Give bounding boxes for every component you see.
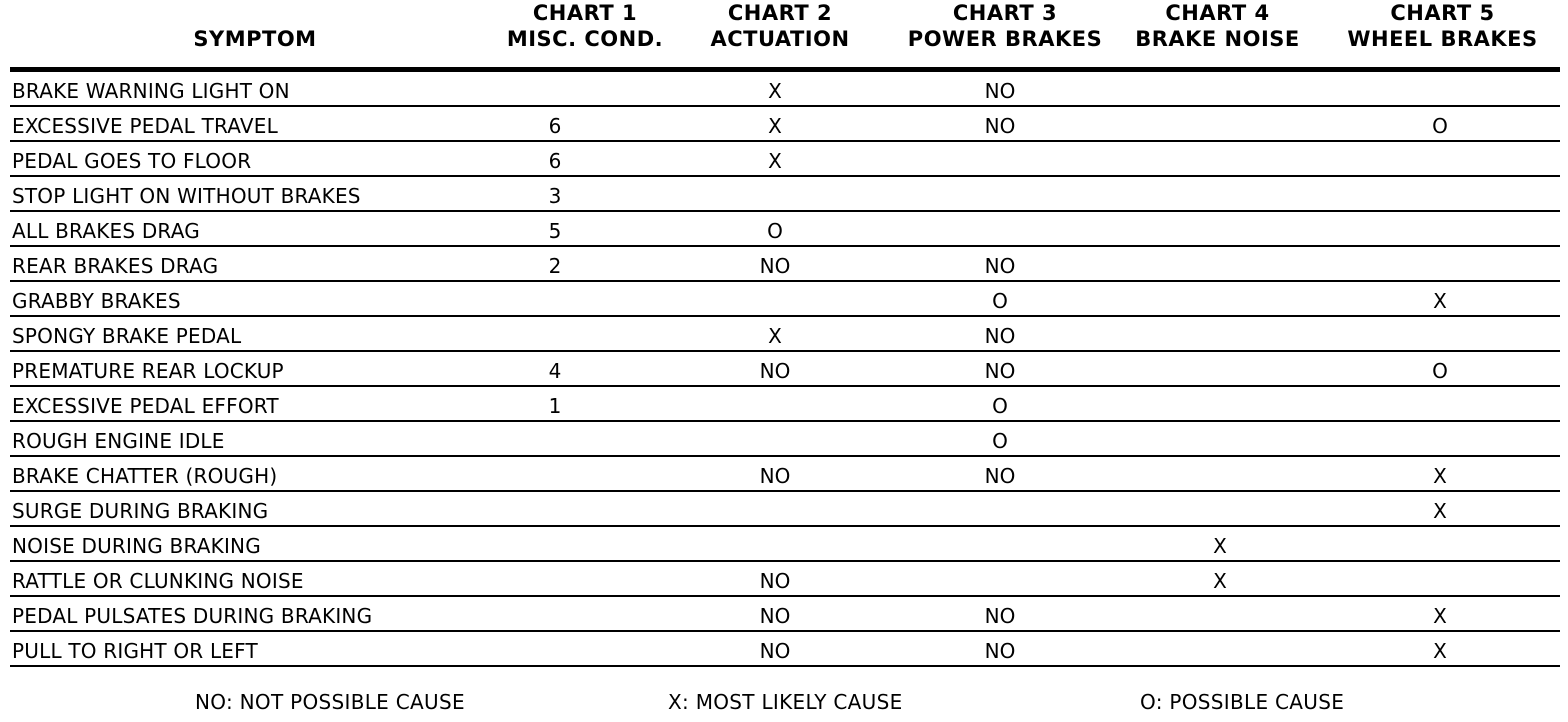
chart-4-cell	[1190, 632, 1250, 665]
table-row	[10, 387, 1560, 422]
chart-3-cell	[965, 492, 1035, 525]
chart-3-column-header	[895, 0, 1115, 70]
chart-1-cell: 2	[548, 254, 562, 278]
symptom-cell: EXCESSIVE PEDAL TRAVEL	[12, 114, 278, 138]
symptom-cell: PEDAL PULSATES DURING BRAKING	[12, 604, 373, 628]
chart-3-cell: NO	[984, 254, 1016, 278]
chart-5-cell	[1410, 72, 1470, 105]
legend-possible-cause: O: POSSIBLE CAUSE	[1140, 690, 1345, 714]
chart-4-cell	[1190, 107, 1250, 140]
symptom-cell: NOISE DURING BRAKING	[12, 534, 261, 558]
chart-2-cell	[740, 282, 810, 315]
chart-5-cell	[1410, 317, 1470, 350]
chart-4-title: BRAKE NOISE	[1135, 27, 1300, 51]
chart-5-cell	[1410, 212, 1470, 245]
chart-4-number: CHART 4	[1165, 1, 1270, 25]
chart-5-cell: X	[1433, 289, 1447, 313]
symptom-cell: RATTLE OR CLUNKING NOISE	[12, 569, 304, 593]
chart-1-cell	[525, 562, 585, 595]
table-row	[10, 107, 1560, 142]
chart-2-cell: NO	[759, 464, 791, 488]
chart-1-cell: 3	[548, 184, 562, 208]
legend-not-possible-cause: NO: NOT POSSIBLE CAUSE	[195, 690, 465, 714]
chart-1-cell: 5	[548, 219, 562, 243]
table-row	[10, 317, 1560, 352]
table-row	[10, 247, 1560, 282]
chart-4-cell	[1190, 387, 1250, 420]
chart-1-cell: 6	[548, 114, 562, 138]
chart-5-cell: O	[1432, 114, 1448, 138]
chart-5-cell	[1410, 422, 1470, 455]
chart-1-cell	[525, 317, 585, 350]
chart-4-cell: X	[1213, 534, 1227, 558]
chart-3-cell: NO	[984, 359, 1016, 383]
table-row	[10, 457, 1560, 492]
chart-5-column-header	[1330, 0, 1555, 70]
table-row	[10, 597, 1560, 632]
chart-5-cell	[1410, 177, 1470, 210]
chart-4-cell	[1190, 212, 1250, 245]
chart-5-cell	[1410, 562, 1470, 595]
table-row	[10, 282, 1560, 317]
chart-4-cell	[1190, 317, 1250, 350]
chart-3-cell	[965, 177, 1035, 210]
chart-5-cell: X	[1433, 639, 1447, 663]
legend	[0, 682, 1568, 722]
chart-1-cell	[525, 632, 585, 665]
chart-5-cell	[1410, 142, 1470, 175]
chart-2-cell	[740, 387, 810, 420]
symptom-column-header	[10, 0, 500, 70]
chart-2-cell: NO	[759, 254, 791, 278]
chart-4-column-header	[1110, 0, 1325, 70]
chart-3-cell: NO	[984, 114, 1016, 138]
chart-3-cell	[965, 142, 1035, 175]
chart-2-cell: NO	[759, 604, 791, 628]
chart-5-number: CHART 5	[1390, 1, 1495, 25]
symptom-cell: PREMATURE REAR LOCKUP	[12, 359, 284, 383]
chart-5-cell	[1410, 527, 1470, 560]
table-body	[0, 72, 1568, 667]
chart-2-cell: X	[768, 79, 782, 103]
chart-2-cell	[740, 527, 810, 560]
table-header	[0, 0, 1568, 70]
chart-2-cell: O	[767, 219, 783, 243]
chart-2-column-header	[695, 0, 865, 70]
chart-2-cell	[740, 422, 810, 455]
chart-5-cell: O	[1432, 359, 1448, 383]
symptom-cell: BRAKE CHATTER (ROUGH)	[12, 464, 278, 488]
chart-1-cell: 6	[548, 149, 562, 173]
legend-most-likely-cause: X: MOST LIKELY CAUSE	[668, 690, 903, 714]
chart-3-number: CHART 3	[952, 1, 1058, 25]
symptom-cell: ROUGH ENGINE IDLE	[12, 429, 225, 453]
table-row	[10, 177, 1560, 212]
symptom-cell: SPONGY BRAKE PEDAL	[12, 324, 242, 348]
chart-5-cell: X	[1433, 499, 1447, 523]
table-row	[10, 492, 1560, 527]
chart-3-cell: O	[992, 289, 1008, 313]
chart-3-cell: NO	[984, 324, 1016, 348]
chart-1-title: MISC. COND.	[506, 27, 664, 51]
symptom-cell: REAR BRAKES DRAG	[12, 254, 219, 278]
chart-2-cell	[740, 177, 810, 210]
chart-5-cell: X	[1433, 464, 1447, 488]
chart-1-cell	[525, 422, 585, 455]
symptom-cell: PEDAL GOES TO FLOOR	[12, 149, 252, 173]
chart-4-cell	[1190, 352, 1250, 385]
chart-4-cell	[1190, 72, 1250, 105]
chart-4-cell	[1190, 142, 1250, 175]
chart-3-cell: O	[992, 429, 1008, 453]
chart-5-cell: X	[1433, 604, 1447, 628]
chart-2-cell: X	[768, 324, 782, 348]
chart-3-cell: O	[992, 394, 1008, 418]
chart-1-cell: 4	[548, 359, 562, 383]
chart-4-cell	[1190, 177, 1250, 210]
chart-4-cell	[1190, 492, 1250, 525]
symptom-cell: STOP LIGHT ON WITHOUT BRAKES	[12, 184, 361, 208]
symptom-cell: GRABBY BRAKES	[12, 289, 181, 313]
chart-5-cell	[1410, 247, 1470, 280]
chart-2-cell: X	[768, 114, 782, 138]
chart-5-cell	[1410, 387, 1470, 420]
chart-1-cell	[525, 492, 585, 525]
chart-2-cell	[740, 492, 810, 525]
chart-3-cell: NO	[984, 464, 1016, 488]
table-row	[10, 562, 1560, 597]
chart-3-cell	[965, 527, 1035, 560]
chart-3-cell: NO	[984, 639, 1016, 663]
chart-5-title: WHEEL BRAKES	[1347, 27, 1538, 51]
table-row	[10, 142, 1560, 177]
symptom-cell: SURGE DURING BRAKING	[12, 499, 269, 523]
table-row	[10, 352, 1560, 387]
symptom-header-label: SYMPTOM	[193, 27, 317, 51]
chart-2-cell: NO	[759, 639, 791, 663]
table-row	[10, 422, 1560, 457]
chart-1-number: CHART 1	[532, 1, 638, 25]
chart-3-title: POWER BRAKES	[907, 27, 1103, 51]
table-row	[10, 72, 1560, 107]
chart-2-title: ACTUATION	[710, 27, 850, 51]
symptom-cell: EXCESSIVE PEDAL EFFORT	[12, 394, 279, 418]
chart-1-cell: 1	[548, 394, 562, 418]
chart-3-cell	[965, 212, 1035, 245]
chart-2-cell: NO	[759, 569, 791, 593]
chart-3-cell: NO	[984, 79, 1016, 103]
chart-4-cell	[1190, 247, 1250, 280]
table-row	[10, 632, 1560, 667]
chart-4-cell	[1190, 282, 1250, 315]
chart-4-cell	[1190, 597, 1250, 630]
chart-2-cell: NO	[759, 359, 791, 383]
chart-3-cell	[965, 562, 1035, 595]
chart-1-cell	[525, 527, 585, 560]
chart-1-cell	[525, 72, 585, 105]
symptom-cell: PULL TO RIGHT OR LEFT	[12, 639, 258, 663]
table-row	[10, 212, 1560, 247]
symptom-cell: ALL BRAKES DRAG	[12, 219, 200, 243]
chart-1-cell	[525, 597, 585, 630]
symptom-cell: BRAKE WARNING LIGHT ON	[12, 79, 290, 103]
chart-1-cell	[525, 457, 585, 490]
chart-4-cell	[1190, 422, 1250, 455]
table-row	[10, 527, 1560, 562]
chart-1-cell	[525, 282, 585, 315]
chart-3-cell: NO	[984, 604, 1016, 628]
chart-1-column-header	[480, 0, 690, 70]
chart-4-cell: X	[1213, 569, 1227, 593]
chart-4-cell	[1190, 457, 1250, 490]
chart-2-number: CHART 2	[727, 1, 833, 25]
chart-2-cell: X	[768, 149, 782, 173]
